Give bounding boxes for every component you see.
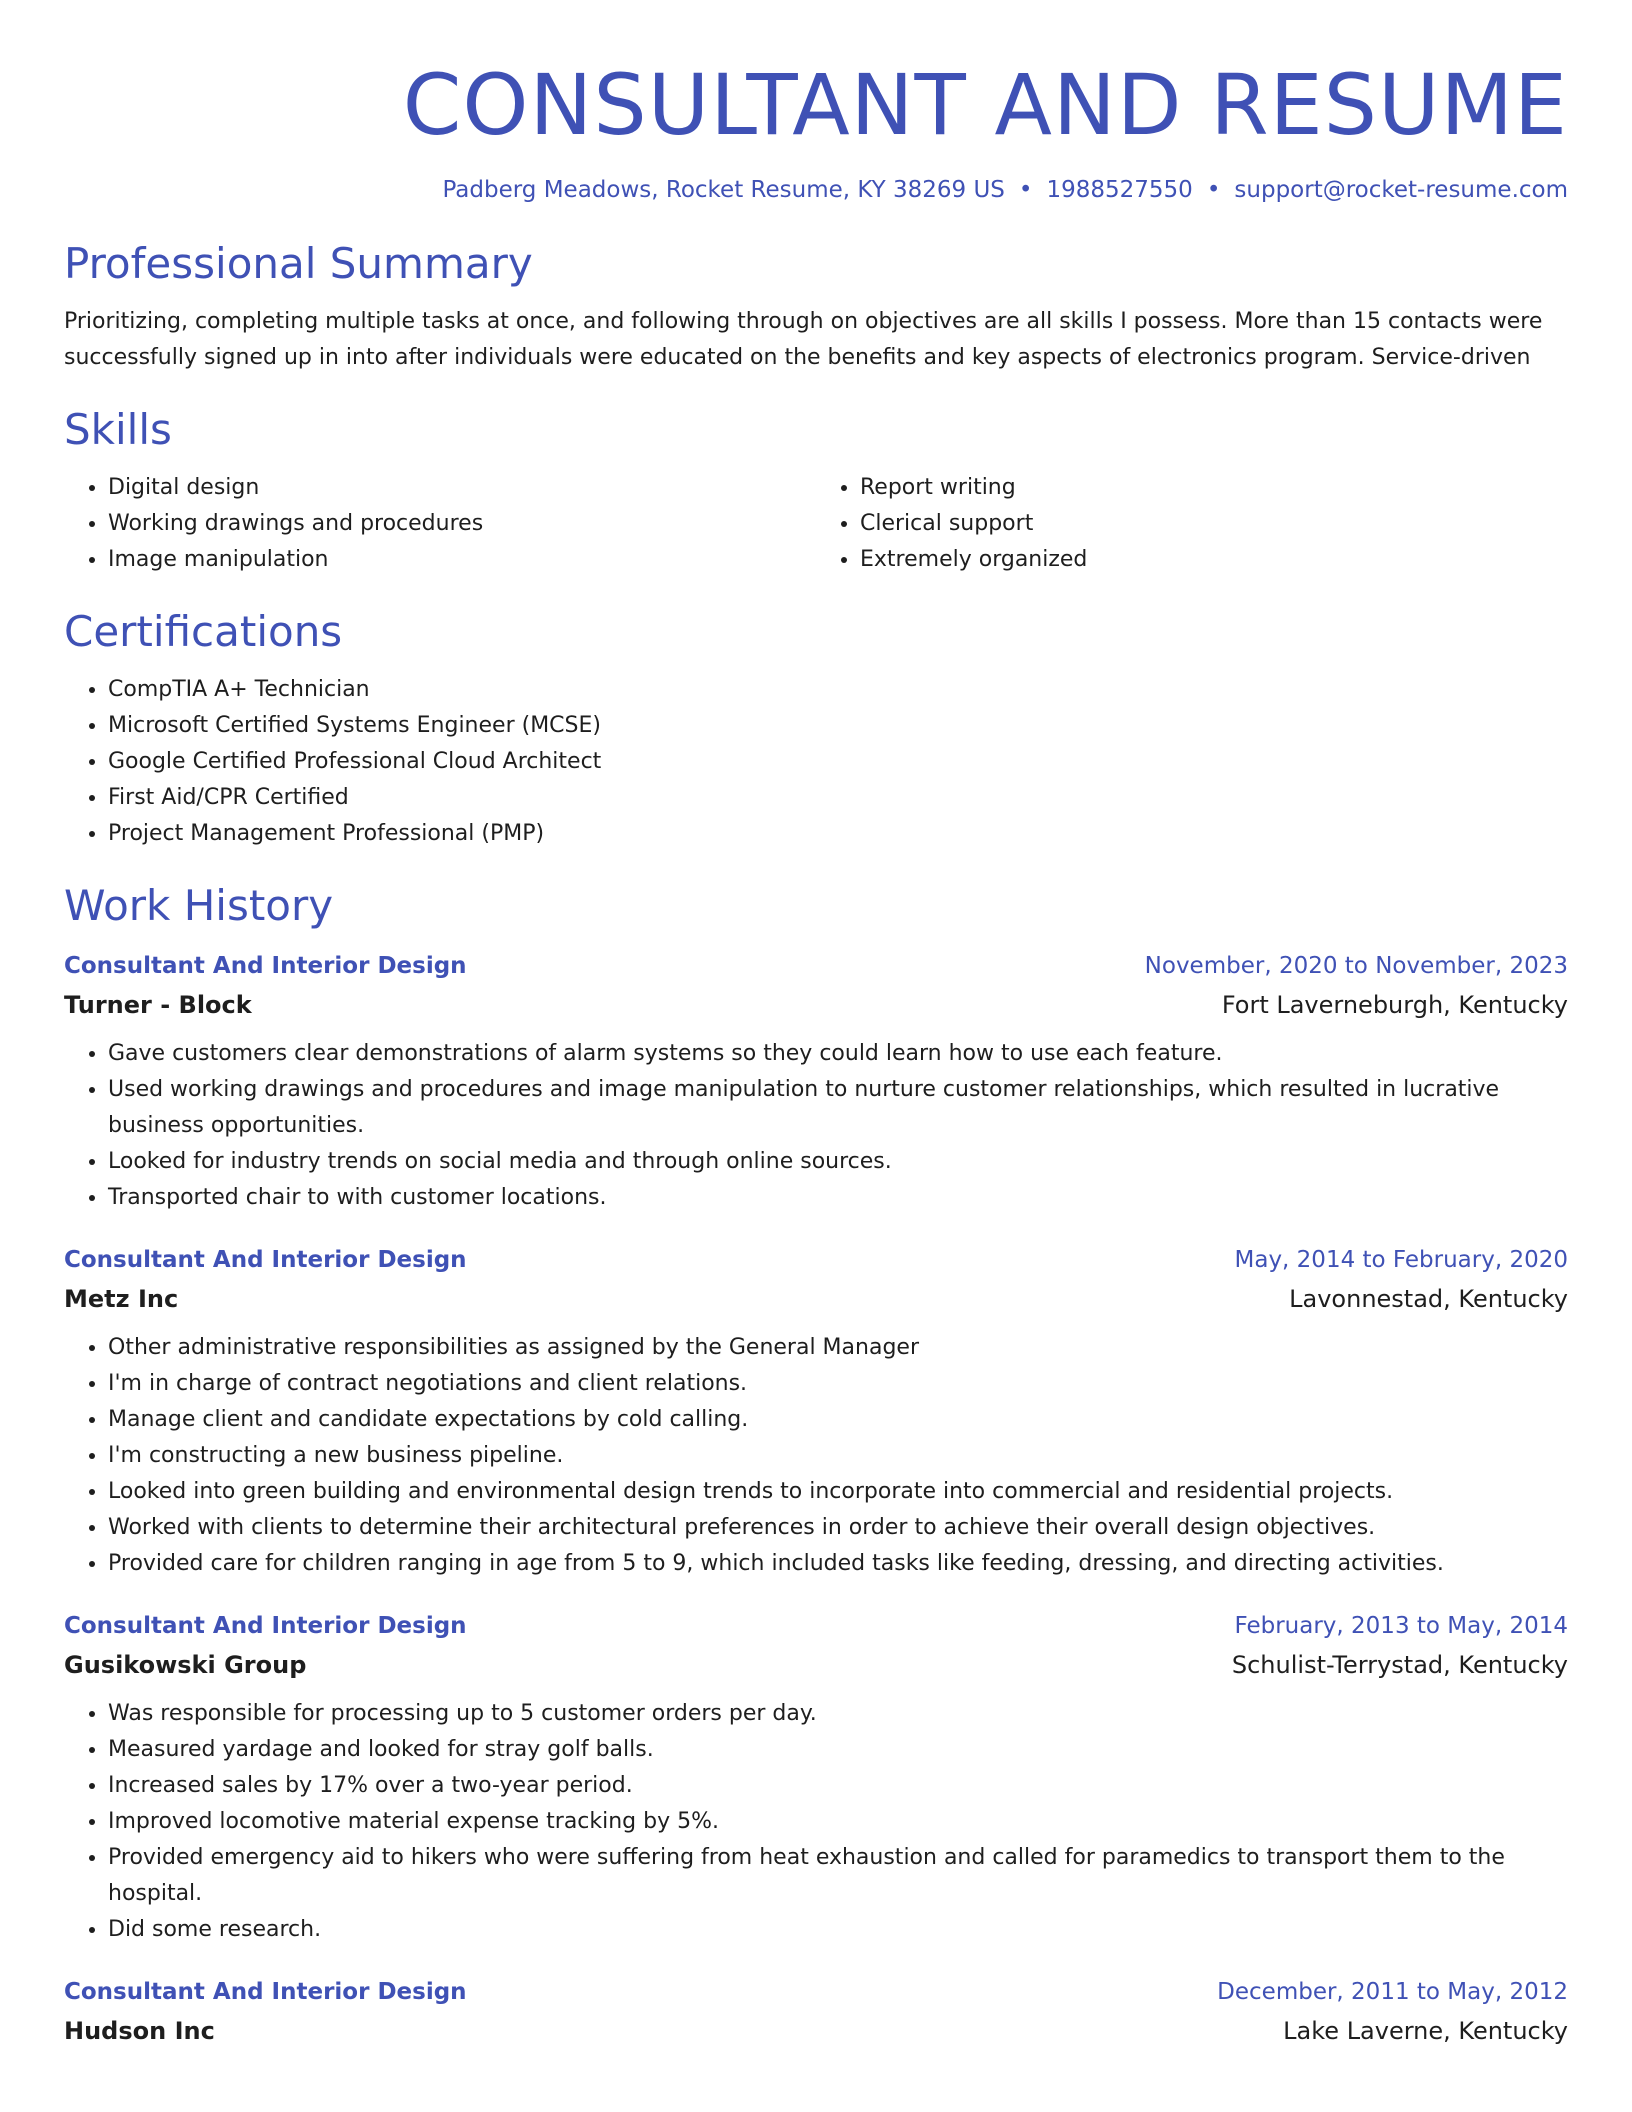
skill-item: • Image manipulation bbox=[108, 542, 816, 578]
skill-item: • Working drawings and procedures bbox=[108, 506, 816, 542]
section-title-skills: Skills bbox=[64, 405, 172, 454]
certifications-list bbox=[64, 672, 1568, 852]
job-bullet: • Gave customers clear demonstrations of alarm systems so they could learn how to use each feature. bbox=[108, 1036, 1568, 1072]
contact-email: support@rocket-resume.com bbox=[1234, 177, 1568, 203]
job-title: Consultant And Interior Design bbox=[64, 1247, 467, 1273]
job-bullet: • I'm in charge of contract negotiations and client relations. bbox=[108, 1366, 1568, 1402]
work-history-section bbox=[64, 878, 1568, 2050]
certification-item: • First Aid/CPR Certified bbox=[108, 780, 1568, 816]
job-bullet: • Used working drawings and procedures and image manipulation to nurture customer relationships, which resulted in lucrative business opportunities. bbox=[108, 1072, 1568, 1144]
job-title: Consultant And Interior Design bbox=[64, 1613, 467, 1639]
skills-section bbox=[64, 402, 1568, 578]
job-header-row bbox=[64, 1240, 1568, 1280]
skill-item: • Report writing bbox=[860, 470, 1568, 506]
job-subheader-row bbox=[64, 1646, 1568, 1684]
job-company: Metz Inc bbox=[64, 1285, 179, 1313]
section-title-summary: Professional Summary bbox=[64, 239, 533, 288]
job-bullet: • Was responsible for processing up to 5 customer orders per day. bbox=[108, 1696, 1568, 1732]
certification-item: • Project Management Professional (PMP) bbox=[108, 816, 1568, 852]
summary-text: Prioritizing, completing multiple tasks at once, and following through on objectives are all skills I possess. More than 15 contacts were successfully signed up in into after individuals were educated on the benefits and key aspects of electronics program. Service-driven bbox=[64, 309, 1543, 370]
job-company: Turner - Block bbox=[64, 991, 252, 1019]
job-title: Consultant And Interior Design bbox=[64, 1979, 467, 2005]
certification-item: • Google Certified Professional Cloud Architect bbox=[108, 744, 1568, 780]
skills-list-left bbox=[64, 470, 816, 578]
job-dates: February, 2013 to May, 2014 bbox=[1234, 1613, 1568, 1639]
certification-item: • CompTIA A+ Technician bbox=[108, 672, 1568, 708]
skill-item: • Clerical support bbox=[860, 506, 1568, 542]
job-company: Hudson Inc bbox=[64, 2017, 215, 2045]
contact-phone: 1988527550 bbox=[1046, 177, 1193, 203]
job-bullet: • I'm constructing a new business pipeline. bbox=[108, 1438, 1568, 1474]
contact-separator: • bbox=[1206, 177, 1221, 203]
job-entry bbox=[64, 1240, 1568, 1582]
job-bullet: • Worked with clients to determine their architectural preferences in order to achieve their overall design objectives. bbox=[108, 1510, 1568, 1546]
job-location: Schulist-Terrystad, Kentucky bbox=[1231, 1651, 1568, 1679]
job-bullet: • Increased sales by 17% over a two-year period. bbox=[108, 1768, 1568, 1804]
skills-list-right bbox=[816, 470, 1568, 578]
section-title-work-history: Work History bbox=[64, 881, 334, 930]
job-dates: November, 2020 to November, 2023 bbox=[1144, 953, 1568, 979]
job-header-row bbox=[64, 946, 1568, 986]
summary-section bbox=[64, 236, 1568, 376]
skills-grid bbox=[64, 470, 1568, 578]
job-header-row bbox=[64, 1972, 1568, 2012]
job-bullet: • Other administrative responsibilities as assigned by the General Manager bbox=[108, 1330, 1568, 1366]
contact-separator: • bbox=[1018, 177, 1033, 203]
contact-address: Padberg Meadows, Rocket Resume, KY 38269 US bbox=[442, 177, 1005, 203]
certification-item: • Microsoft Certified Systems Engineer (MCSE) bbox=[108, 708, 1568, 744]
job-location: Lavonnestad, Kentucky bbox=[1289, 1285, 1568, 1313]
job-entry bbox=[64, 1606, 1568, 1948]
job-bullets bbox=[64, 1036, 1568, 1216]
job-bullet: • Provided care for children ranging in age from 5 to 9, which included tasks like feeding, dressing, and directing activities. bbox=[108, 1546, 1568, 1582]
contact-line bbox=[64, 174, 1568, 206]
job-title: Consultant And Interior Design bbox=[64, 953, 467, 979]
job-location: Fort Laverneburgh, Kentucky bbox=[1221, 991, 1568, 1019]
job-entry bbox=[64, 946, 1568, 1216]
job-bullet: • Did some research. bbox=[108, 1912, 1568, 1948]
skill-item: • Extremely organized bbox=[860, 542, 1568, 578]
job-dates: December, 2011 to May, 2012 bbox=[1217, 1979, 1568, 2005]
job-location: Lake Laverne, Kentucky bbox=[1283, 2017, 1568, 2045]
job-bullet: • Improved locomotive material expense tracking by 5%. bbox=[108, 1804, 1568, 1840]
resume-name: CONSULTANT AND RESUME bbox=[402, 56, 1568, 154]
job-bullets bbox=[64, 1330, 1568, 1582]
job-subheader-row bbox=[64, 986, 1568, 1024]
skill-item: • Digital design bbox=[108, 470, 816, 506]
certifications-section bbox=[64, 604, 1568, 852]
job-bullet: • Looked for industry trends on social media and through online sources. bbox=[108, 1144, 1568, 1180]
section-title-certifications: Certifications bbox=[64, 607, 343, 656]
job-bullet: • Looked into green building and environmental design trends to incorporate into commercial and residential projects. bbox=[108, 1474, 1568, 1510]
job-dates: May, 2014 to February, 2020 bbox=[1234, 1247, 1568, 1273]
job-bullet: • Measured yardage and looked for stray golf balls. bbox=[108, 1732, 1568, 1768]
job-header-row bbox=[64, 1606, 1568, 1646]
job-company: Gusikowski Group bbox=[64, 1651, 307, 1679]
job-bullet: • Manage client and candidate expectations by cold calling. bbox=[108, 1402, 1568, 1438]
job-subheader-row bbox=[64, 2012, 1568, 2050]
job-bullets bbox=[64, 1696, 1568, 1948]
job-entry bbox=[64, 1972, 1568, 2050]
job-subheader-row bbox=[64, 1280, 1568, 1318]
job-bullet: • Provided emergency aid to hikers who were suffering from heat exhaustion and called for paramedics to transport them to the hospital. bbox=[108, 1840, 1568, 1912]
job-bullet: • Transported chair to with customer locations. bbox=[108, 1180, 1568, 1216]
